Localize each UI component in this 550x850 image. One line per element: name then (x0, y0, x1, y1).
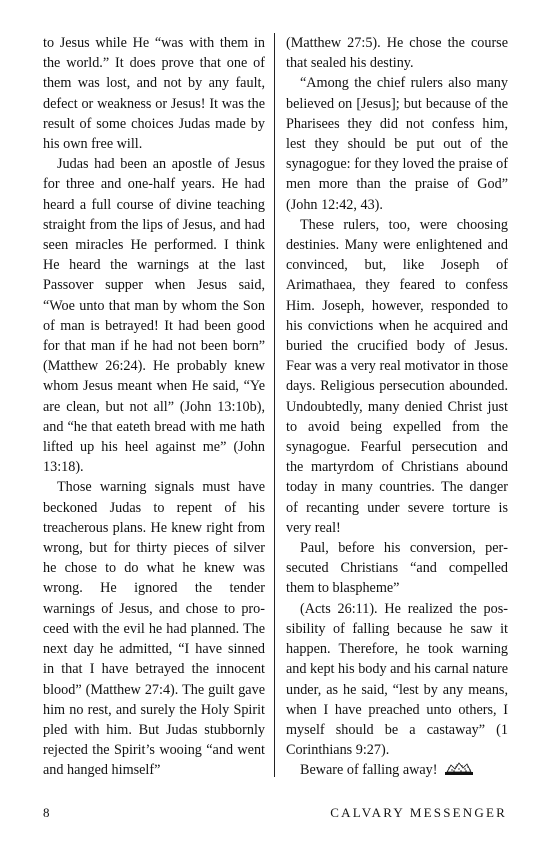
page-number: 8 (43, 805, 50, 820)
closing-line (286, 760, 508, 780)
paragraph: (Acts 26:11). He realized the possibility of falling because he saw it happen. Therefore, he took warning and kept his body and his carnal nature under, as he said, “lest by any means, when I have preached unto others, I myself should be a castaway” (1 Corinthians 9:27). (286, 600, 508, 759)
paragraph: Paul, before his conversion, persecuted Christians “and compelled them to blaspheme” (286, 540, 508, 597)
paragraph: “Among the chief rulers also many believed on [Jesus]; but because of the Pharisees they did not confess him, lest they should be put out of the synagogue: for they loved the praise of men more than the praise of God” (John 12:42, 43). (286, 75, 508, 213)
paragraph: Judas had been an apostle of Jesus for three and one-half years. He had heard a full course of divine teaching straight from the lips of Jesus, and had seen miracles He performed. I think He heard the warnings at the last Passover supper when Jesus said, “Woe unto that man by whom the Son of man is betrayed! It had been good for that man if he had not been born” (Matthew 26:24). He probably knew whom Jesus meant when He said, “Ye are clean, but not all” (John 13:10b), and “he that eateth bread with me hath lifted up his heel against me” (John 13:18). (43, 156, 265, 476)
publication-title: CALVARY MESSENGER (330, 805, 507, 820)
closing-text: Beware of falling away! (300, 762, 438, 779)
paragraph: Those warning signals must have beckoned Judas to repent of his treacherous plans. He knew right from wrong, but for thirty pieces of silver he chose to do what he knew was wrong. He ignored the tender warnings of Jesus, and chose to proceed with the evil he had planned. The next day he admitted, “I have sinned in that I have betrayed the innocent blood” (Matthew 27:4). The guilt gave him no rest, and surely the Holy Spirit pled with him. But Judas stubbornly rejected the Spirit’s wooing “and went and hanged himself” (43, 479, 265, 779)
paragraph: These rulers, too, were choosing destinies. Many were enlightened and convinced, but, like Joseph of Arimathaea, they feared to confess Him. Joseph, however, responded to his convictions when he acquired and buried the crucified body of Jesus. Fear was a very real motivator in those days. Religious persecution abounded. Undoubtedly, many denied Christ just to avoid being expelled from the synagogue. Fearful persecution and the martyrdom of Christians abound today in many countries. The danger of recanting under severe torture is very real! (286, 216, 508, 536)
column-divider (274, 33, 275, 777)
right-column (286, 33, 508, 781)
paragraph: (Matthew 27:5). He chose the course that sealed his destiny. (286, 35, 508, 72)
paragraph: to Jesus while He “was with them in the world.” It does prove that one of them was lost, and not by any fault, defect or weakness or Jesus! It was the result of some choices Judas made by his own free will. (43, 35, 265, 153)
left-column (43, 33, 265, 781)
end-of-article-ornament-icon (443, 762, 475, 776)
